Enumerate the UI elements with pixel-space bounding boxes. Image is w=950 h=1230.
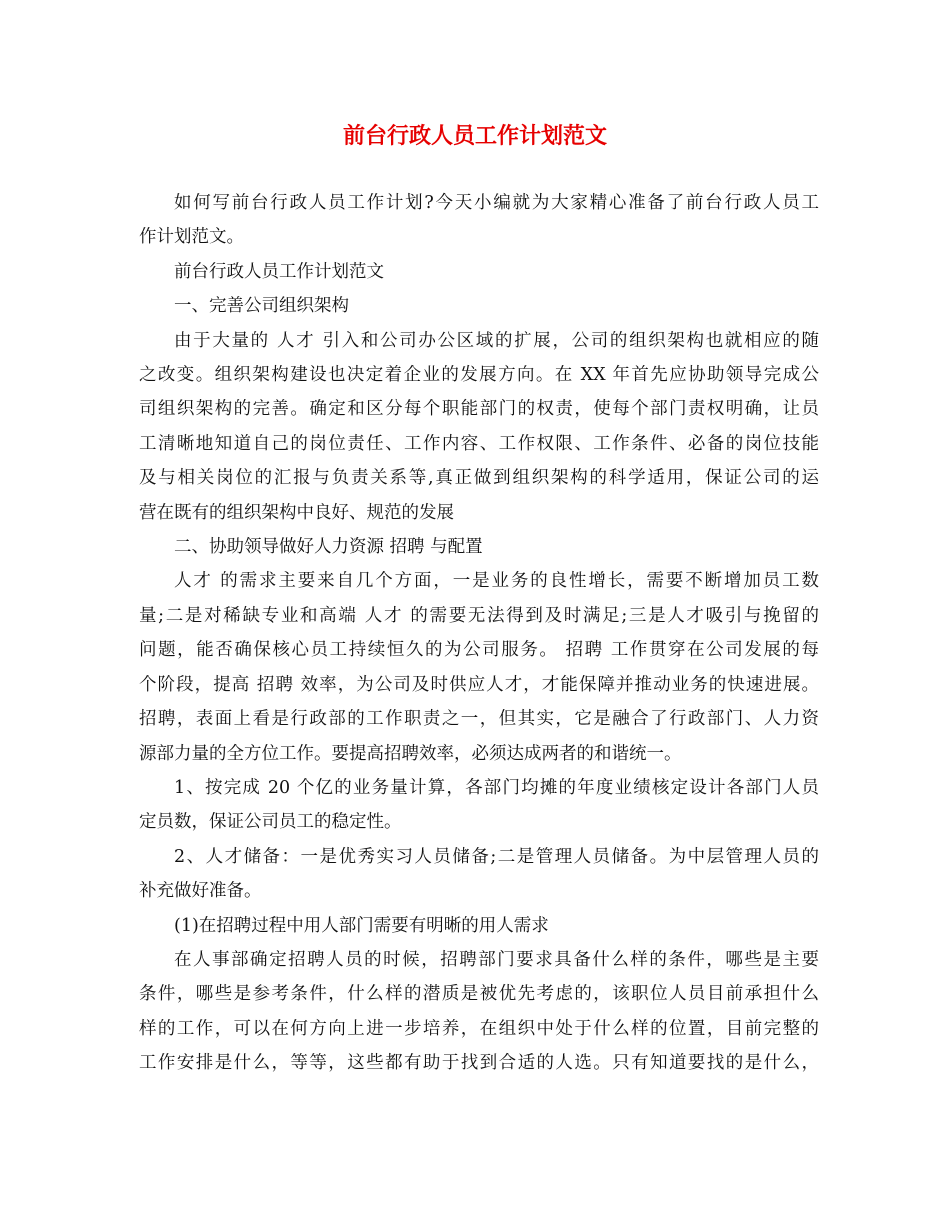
text-line: 人才 的需求主要来自几个方面，一是业务的良性增长，需要不断增加员工数 xyxy=(174,571,819,592)
text-line: 及与相关岗位的汇报与负责关系等,真正做到组织架构的科学适用，保证公司的运 xyxy=(139,468,819,489)
paragraph xyxy=(139,255,819,289)
paragraph xyxy=(139,186,819,255)
text-line: 作计划范文。 xyxy=(139,227,244,248)
section-heading xyxy=(139,289,819,323)
text-line: 如何写前台行政人员工作计划?今天小编就为大家精心准备了前台行政人员工 xyxy=(174,193,819,213)
text-line: 之改变。组织架构建设也决定着企业的发展方向。在 XX 年首先应协助领导完成公 xyxy=(139,365,819,386)
text-line: 工作安排是什么，等等，这些都有助于找到合适的人选。只有知道要找的是什么， xyxy=(139,1053,819,1074)
paragraph xyxy=(139,771,819,840)
text-line: 样的工作，可以在何方向上进一步培养，在组织中处于什么样的位置，目前完整的 xyxy=(139,1018,819,1039)
text-line: 补充做好准备。 xyxy=(139,881,262,902)
text-line: 司组织架构的完善。确定和区分每个职能部门的权责，使每个部门责权明确，让员 xyxy=(139,399,819,420)
section-heading xyxy=(139,530,819,564)
text-line: 在人事部确定招聘人员的时候，招聘部门要求具备什么样的条件，哪些是主要 xyxy=(174,949,819,970)
text-line: 营在既有的组织架构中良好、规范的发展 xyxy=(139,502,454,523)
text-line: 二、协助领导做好人力资源 招聘 与配置 xyxy=(174,537,483,558)
text-line: 问题，能否确保核心员工持续恒久的为公司服务。 招聘 工作贯穿在公司发展的每 xyxy=(139,640,819,661)
text-line: 定员数，保证公司员工的稳定性。 xyxy=(139,812,402,833)
text-line: 2、人才储备：一是优秀实习人员储备;二是管理人员储备。为中层管理人员的 xyxy=(174,846,819,867)
text-line: 前台行政人员工作计划范文 xyxy=(174,261,384,282)
text-line: 由于大量的 人才 引入和公司办公区域的扩展，公司的组织架构也就相应的随 xyxy=(174,330,819,351)
paragraph xyxy=(139,324,819,530)
paragraph xyxy=(139,909,819,943)
paragraph xyxy=(139,840,819,909)
paragraph xyxy=(139,943,819,1081)
document-body xyxy=(139,186,819,1081)
text-line: 招聘，表面上看是行政部的工作职责之一，但其实，它是融合了行政部门、人力资 xyxy=(139,709,819,730)
document-title: 前台行政人员工作计划范文 xyxy=(342,123,607,149)
text-line: 源部力量的全方位工作。要提高招聘效率，必须达成两者的和谐统一。 xyxy=(139,743,682,764)
text-line: 个阶段，提高 招聘 效率，为公司及时供应人才，才能保障并推动业务的快速进展。 xyxy=(139,674,819,695)
paragraph xyxy=(139,564,819,770)
text-line: 一、完善公司组织架构 xyxy=(174,296,349,317)
text-line: 条件，哪些是参考条件，什么样的潜质是被优先考虑的，该职位人员目前承担什么 xyxy=(139,984,819,1005)
text-line: 1、按完成 20 个亿的业务量计算，各部门均摊的年度业绩核定设计各部门人员 xyxy=(174,777,819,798)
text-line: 量;二是对稀缺专业和高端 人才 的需要无法得到及时满足;三是人才吸引与挽留的 xyxy=(139,605,819,626)
text-line: (1)在招聘过程中用人部门需要有明晰的用人需求 xyxy=(174,915,549,936)
text-line: 工清晰地知道自己的岗位责任、工作内容、工作权限、工作条件、必备的岗位技能 xyxy=(139,433,819,454)
